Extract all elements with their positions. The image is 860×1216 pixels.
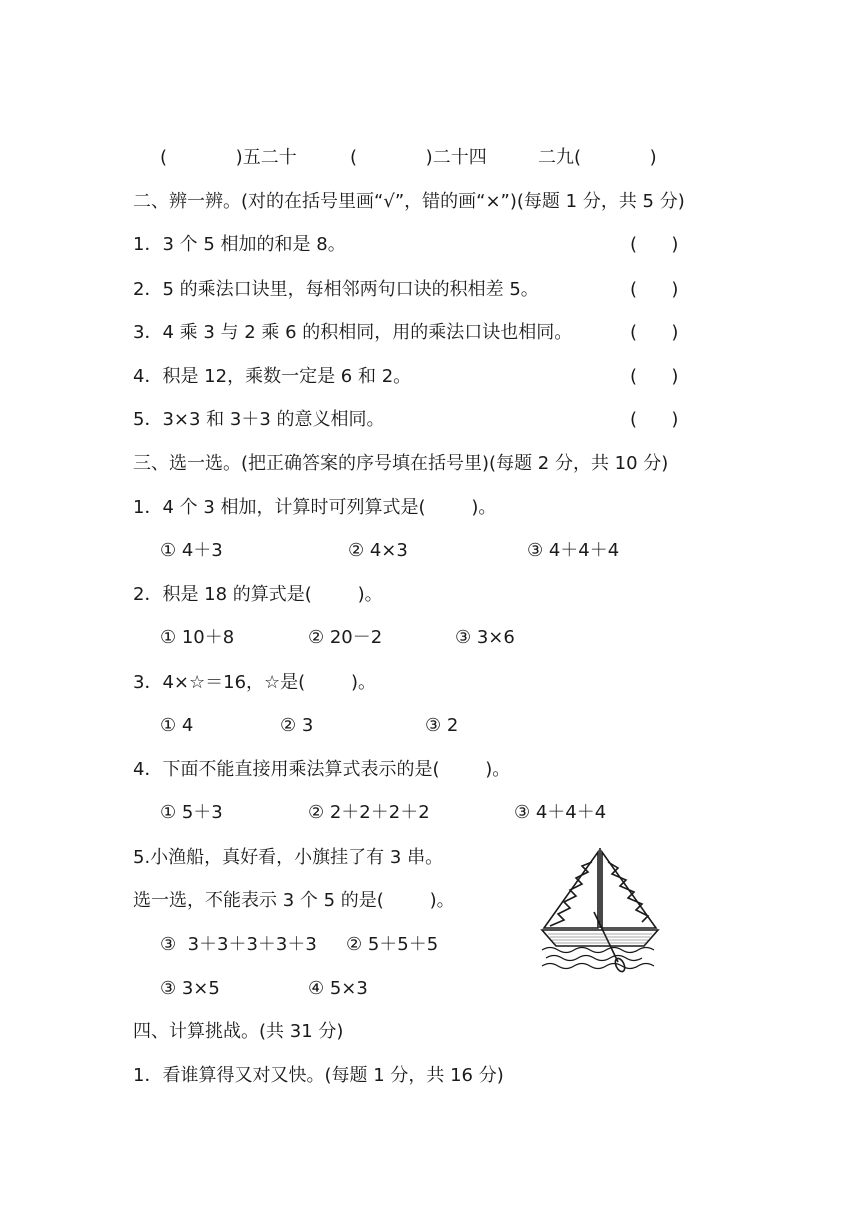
choice-q5-option-1[interactable]: ③ 3＋3＋3＋3＋3 <box>160 934 317 955</box>
choice-q1-option-3[interactable]: ③ 4＋4＋4 <box>527 540 620 561</box>
judge-item-1: 1．3 个 5 相加的和是 8。 <box>133 234 346 255</box>
choice-q5-option-4[interactable]: ④ 5×3 <box>308 978 368 999</box>
section-4-sub-1: 1．看谁算得又对又快。(每题 1 分，共 16 分) <box>133 1065 504 1086</box>
judge-answer-2[interactable]: ( ) <box>630 279 679 300</box>
choice-q5-option-2[interactable]: ② 5＋5＋5 <box>346 934 439 955</box>
choice-q2-option-3[interactable]: ③ 3×6 <box>455 627 515 648</box>
section-4-heading: 四、计算挑战。(共 31 分) <box>133 1021 344 1042</box>
choice-q3-option-2[interactable]: ② 3 <box>280 715 314 736</box>
judge-answer-3[interactable]: ( ) <box>630 322 679 343</box>
fill-blank-3: 二九( ) <box>538 147 657 168</box>
choice-q3-option-3[interactable]: ③ 2 <box>425 715 459 736</box>
choice-q5-option-3[interactable]: ③ 3×5 <box>160 978 220 999</box>
choice-q5-line-2: 选一选，不能表示 3 个 5 的是( )。 <box>133 890 455 911</box>
choice-q4-option-1[interactable]: ① 5＋3 <box>160 802 223 823</box>
choice-q1-option-1[interactable]: ① 4＋3 <box>160 540 223 561</box>
choice-q4-option-2[interactable]: ② 2＋2＋2＋2 <box>308 802 430 823</box>
judge-answer-4[interactable]: ( ) <box>630 366 679 387</box>
choice-q4-option-3[interactable]: ③ 4＋4＋4 <box>514 802 607 823</box>
choice-q4: 4．下面不能直接用乘法算式表示的是( )。 <box>133 759 511 780</box>
judge-answer-5[interactable]: ( ) <box>630 409 679 430</box>
choice-q3: 3．4×☆＝16，☆是( )。 <box>133 672 376 693</box>
choice-q1: 1．4 个 3 相加，计算时可列算式是( )。 <box>133 497 497 518</box>
judge-item-2: 2．5 的乘法口诀里，每相邻两句口诀的积相差 5。 <box>133 279 539 300</box>
choice-q5-line-1: 5.小渔船，真好看，小旗挂了有 3 串。 <box>133 847 444 868</box>
choice-q2-option-1[interactable]: ① 10＋8 <box>160 627 235 648</box>
judge-item-5: 5．3×3 和 3＋3 的意义相同。 <box>133 409 385 430</box>
sailboat-illustration <box>540 846 660 974</box>
judge-item-4: 4．积是 12，乘数一定是 6 和 2。 <box>133 366 412 387</box>
choice-q2-option-2[interactable]: ② 20－2 <box>308 627 383 648</box>
judge-item-3: 3．4 乘 3 与 2 乘 6 的积相同，用的乘法口诀也相同。 <box>133 322 573 343</box>
fill-blank-2: ( )二十四 <box>350 147 487 168</box>
section-3-heading: 三、选一选。(把正确答案的序号填在括号里)(每题 2 分，共 10 分) <box>133 453 669 474</box>
choice-q3-option-1[interactable]: ① 4 <box>160 715 194 736</box>
section-2-heading: 二、辨一辨。(对的在括号里画“√”，错的画“×”)(每题 1 分，共 5 分) <box>133 191 685 212</box>
fill-blank-1: ( )五二十 <box>160 147 297 168</box>
choice-q1-option-2[interactable]: ② 4×3 <box>348 540 408 561</box>
judge-answer-1[interactable]: ( ) <box>630 234 679 255</box>
choice-q2: 2．积是 18 的算式是( )。 <box>133 584 383 605</box>
